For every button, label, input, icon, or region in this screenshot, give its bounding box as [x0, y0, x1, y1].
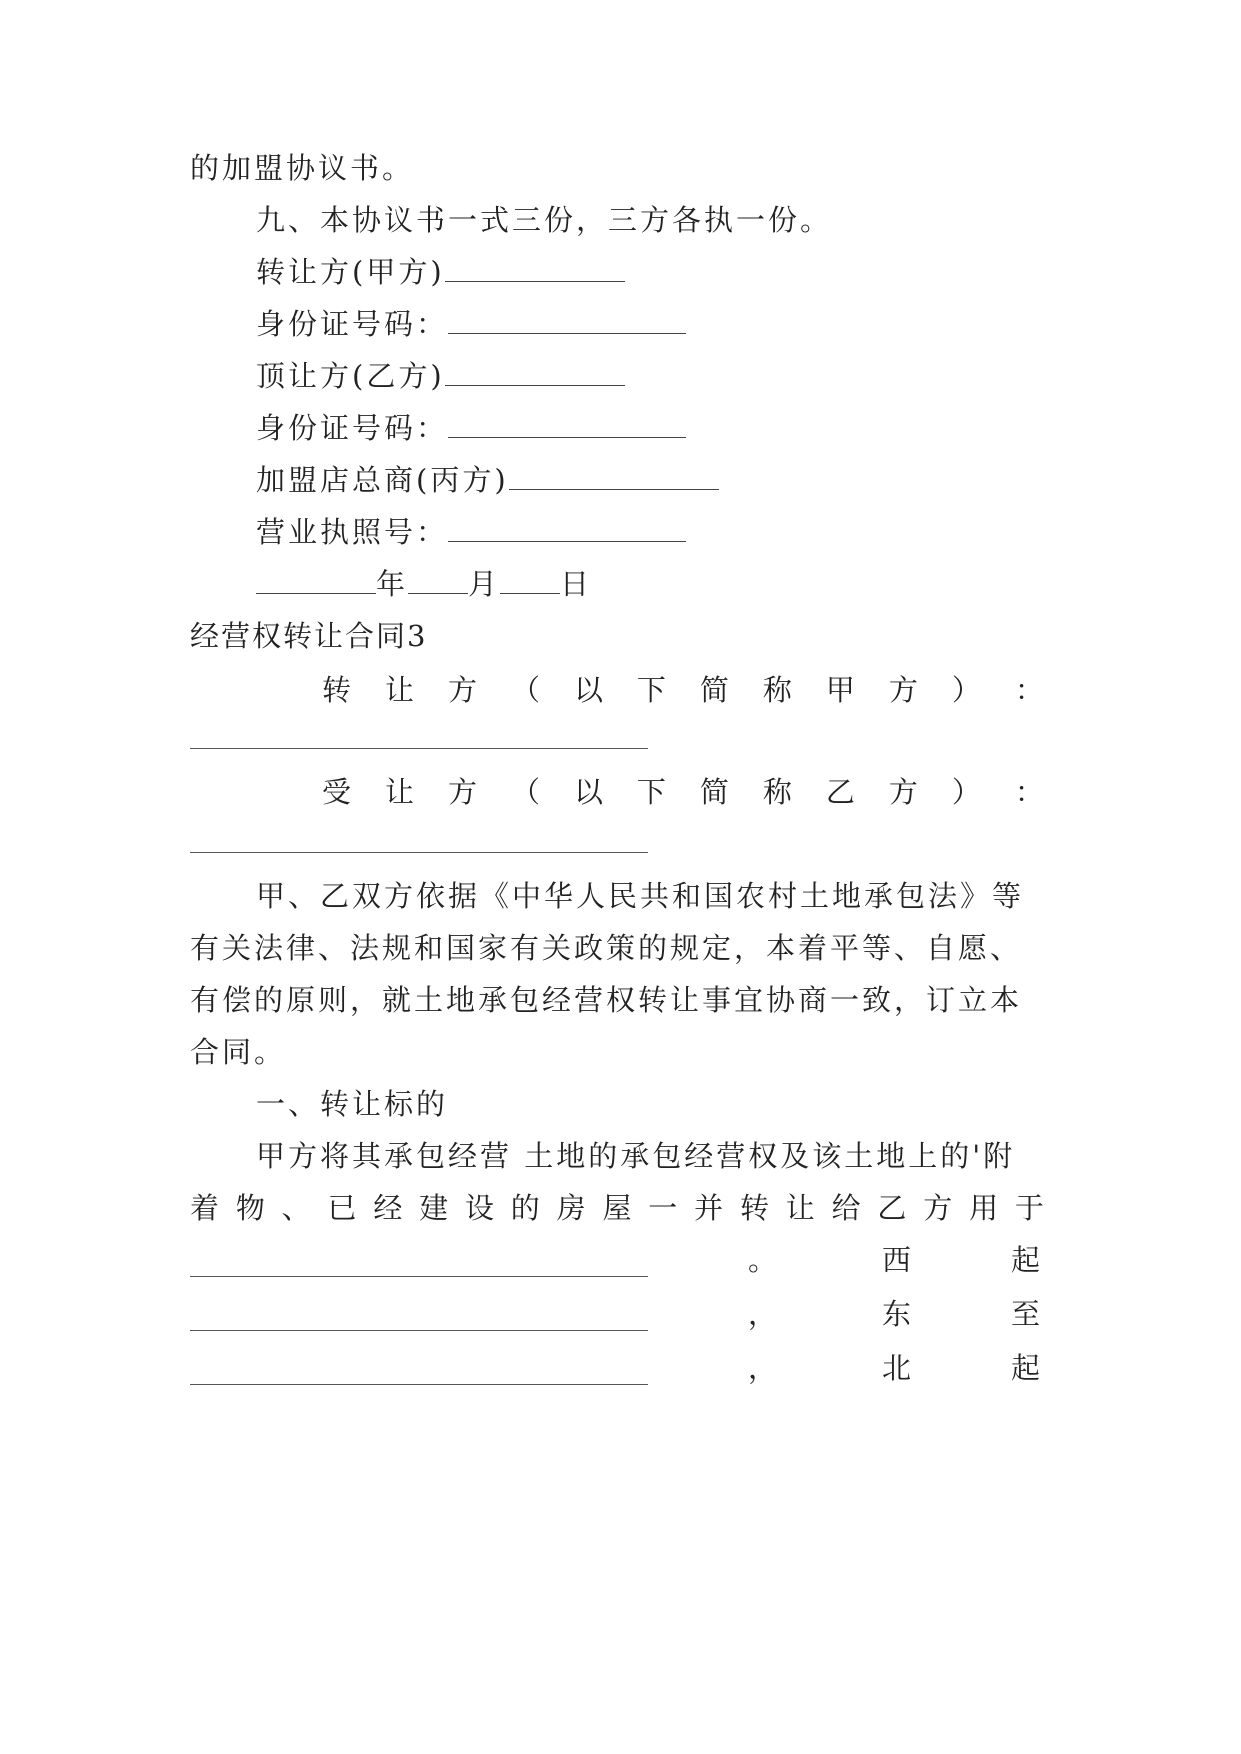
char: 简	[699, 673, 729, 707]
char: 已	[327, 1191, 357, 1225]
char: 经	[373, 1191, 403, 1225]
mark: ，	[748, 1351, 778, 1385]
blank-field	[509, 461, 719, 490]
blank-field	[445, 253, 625, 282]
blank-field	[256, 565, 376, 594]
char: 着	[190, 1191, 220, 1225]
signature-transferee	[256, 356, 625, 396]
signature-id-2	[256, 408, 686, 448]
direction: 北	[882, 1351, 912, 1385]
section1-line-1: 甲方将其承包经营 土地的承包经营权及该土地上的'附	[256, 1139, 1016, 1173]
blank-field	[500, 565, 560, 594]
blank-field	[448, 305, 686, 334]
char: 下	[636, 673, 666, 707]
char: 乙	[825, 775, 855, 809]
label-id: 身份证号码：	[256, 411, 449, 445]
direction: 起	[1011, 1243, 1041, 1277]
char: 乙	[877, 1191, 907, 1225]
char: 下	[636, 775, 666, 809]
char: 转	[739, 1191, 769, 1225]
party-a-line	[322, 670, 1044, 710]
char: 称	[762, 673, 792, 707]
char: （	[510, 775, 540, 809]
char: 方	[447, 673, 477, 707]
signature-transferor	[256, 252, 625, 292]
blank-field	[448, 409, 686, 438]
char: 建	[419, 1191, 449, 1225]
char: 屋	[602, 1191, 632, 1225]
char: 让	[384, 775, 414, 809]
mark: ，	[748, 1297, 778, 1331]
char: ）	[951, 673, 981, 707]
preamble-line-2: 有关法律、法规和国家有关政策的规定，本着平等、自愿、	[190, 931, 1023, 965]
signature-license	[256, 512, 686, 552]
char: 让	[384, 673, 414, 707]
char: （	[510, 673, 540, 707]
char: 物	[235, 1191, 265, 1225]
party-b-line	[322, 772, 1044, 812]
preamble-line-3: 有偿的原则，就土地承包经营权转让事宜协商一致，订立本	[190, 983, 1023, 1017]
char: 并	[694, 1191, 724, 1225]
char: ：	[1014, 775, 1044, 809]
label-transferee: 顶让方(乙方)	[256, 359, 445, 393]
paragraph-line: 的加盟协议书。	[190, 151, 415, 185]
char: 让	[785, 1191, 815, 1225]
blank-field	[445, 357, 625, 386]
char: 给	[831, 1191, 861, 1225]
char: 一	[648, 1191, 678, 1225]
char: 房	[556, 1191, 586, 1225]
char: 受	[322, 775, 352, 809]
clause-nine: 九、本协议书一式三份，三方各执一份。	[256, 203, 833, 237]
label-day: 日	[560, 567, 593, 601]
char: 的	[510, 1191, 540, 1225]
char: 简	[699, 775, 729, 809]
char: 方	[447, 775, 477, 809]
section-heading: 一、转让标的	[256, 1087, 449, 1121]
direction: 东	[882, 1297, 912, 1331]
blank-field	[408, 565, 468, 594]
char: 方	[923, 1191, 953, 1225]
char: 以	[573, 775, 603, 809]
preamble-line-4: 合同。	[190, 1035, 287, 1069]
char: 甲	[825, 673, 855, 707]
char: 用	[969, 1191, 999, 1225]
char: 转	[322, 673, 352, 707]
char: 设	[464, 1191, 494, 1225]
direction: 至	[1011, 1297, 1041, 1331]
blank-rule	[190, 1330, 648, 1331]
char: 、	[281, 1191, 311, 1225]
label-license: 营业执照号：	[256, 515, 449, 549]
char: 以	[573, 673, 603, 707]
label-id: 身份证号码：	[256, 307, 449, 341]
blank-rule	[190, 1384, 648, 1385]
blank-rule	[190, 852, 648, 853]
label-transferor: 转让方(甲方)	[256, 255, 445, 289]
char: 方	[888, 775, 918, 809]
section1-line-2	[190, 1188, 1044, 1228]
blank-field	[448, 513, 686, 542]
blank-rule	[190, 748, 648, 749]
blank-rule	[190, 1276, 648, 1277]
contract-title: 经营权转让合同3	[190, 619, 428, 653]
char: ）	[951, 775, 981, 809]
label-franchisor: 加盟店总商(丙方)	[256, 463, 509, 497]
char: 方	[888, 673, 918, 707]
label-year: 年	[376, 567, 409, 601]
signature-franchisor	[256, 460, 719, 500]
char: 称	[762, 775, 792, 809]
date-line	[256, 564, 592, 604]
signature-id-1	[256, 304, 686, 344]
label-month: 月	[468, 567, 501, 601]
direction: 西	[882, 1243, 912, 1277]
char: 于	[1014, 1191, 1044, 1225]
preamble-line-1: 甲、乙双方依据《中华人民共和国农村土地承包法》等	[256, 879, 1025, 913]
char: ：	[1014, 673, 1044, 707]
direction: 起	[1011, 1351, 1041, 1385]
mark: 。	[748, 1243, 778, 1277]
